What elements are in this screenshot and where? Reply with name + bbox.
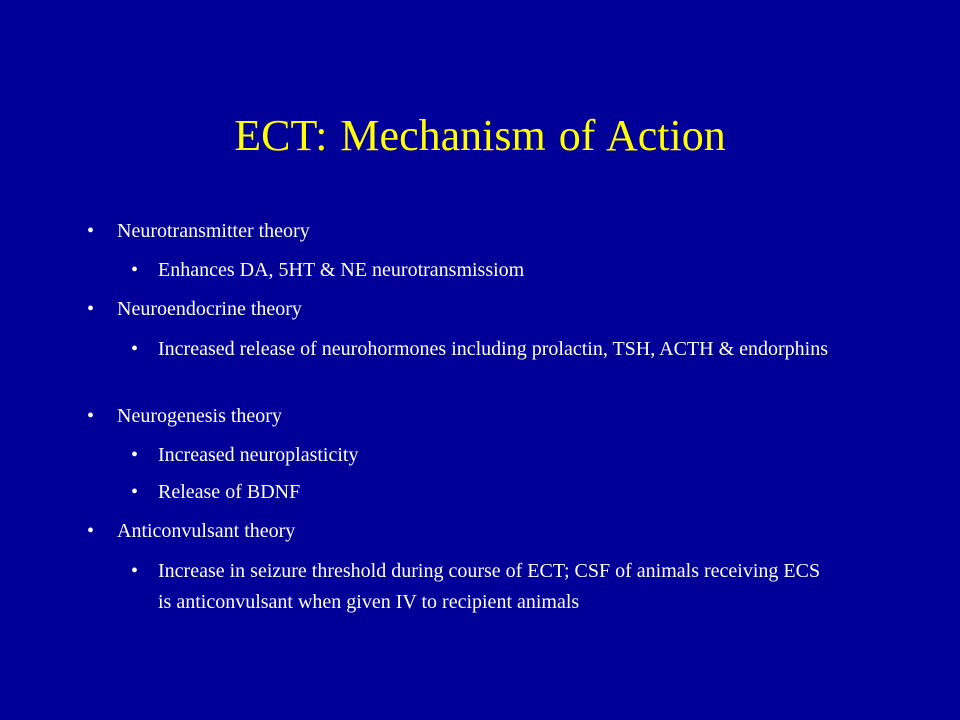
list-item-text: Neuroendocrine theory [117,298,302,320]
bullet-icon: • [131,259,139,281]
list-item-text: Release of BDNF [158,481,301,503]
list-item-neuroplasticity [131,443,858,468]
bullet-icon: • [131,481,139,503]
bullet-icon: • [87,405,95,427]
list-item-enhances-da [131,258,858,283]
list-item-text: Increased release of neurohormones including prolactin, TSH, ACTH & endorphins [158,338,829,360]
bullet-icon: • [131,560,139,582]
bullet-icon: • [87,220,95,242]
bullet-icon: • [131,338,139,360]
list-item-anticonvulsant-theory [87,519,897,544]
list-item-text: Increased neuroplasticity [158,444,359,466]
list-item-neurotransmitter-theory [87,219,897,244]
list-item-text: Neurogenesis theory [117,405,282,427]
bullet-icon: • [131,444,139,466]
slide-title: ECT: Mechanism of Action [234,111,726,160]
list-item-increased-release [131,334,848,365]
list-item-neuroendocrine-theory [87,297,897,322]
list-item-text: Enhances DA, 5HT & NE neurotransmissiom [158,259,525,281]
list-item-neurogenesis-theory [87,404,897,429]
list-item-text: Anticonvulsant theory [117,520,296,542]
list-item-text: Neurotransmitter theory [117,220,310,242]
list-item-bdnf [131,480,858,505]
bullet-icon: • [87,520,95,542]
bullet-icon: • [87,298,95,320]
list-item-seizure-threshold [131,556,838,617]
list-item-text: Increase in seizure threshold during course of ECT; CSF of animals receiving ECS is anticonvulsant when given IV to recipient animals [158,560,821,613]
